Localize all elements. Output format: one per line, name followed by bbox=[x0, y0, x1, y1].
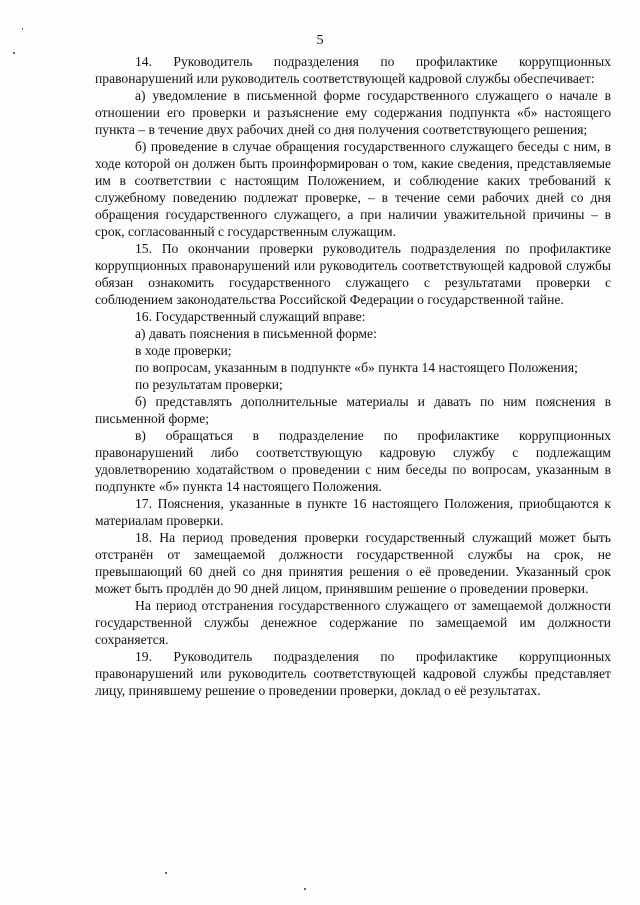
paragraph-17: 17. Пояснения, указанные в пункте 16 настоящего Положения, приобщаются к материалам проверки. bbox=[95, 496, 611, 528]
scan-speck bbox=[22, 28, 23, 30]
scan-speck bbox=[13, 52, 15, 54]
paragraph-15: 15. По окончании проверки руководитель подразделения по профилактике коррупционных правонарушений или руководитель соответствующей кадровой службы обязан ознакомить государственного служащего с результатами проверки с соблюдением законодательства Российской Федерации о государственной тайне. bbox=[95, 241, 611, 307]
scan-speck bbox=[304, 888, 306, 890]
paragraph-14-a: а) уведомление в письменной форме государственного служащего о начале в отношении его проверки и разъяснение ему содержания подпункта «б» настоящего пункта – в течение двух рабочих дней со дня получения соответствующего решения; bbox=[95, 88, 611, 137]
paragraph-16-a-1: в ходе проверки; bbox=[135, 343, 232, 358]
paragraph-16-a-2: по вопросам, указанным в подпункте «б» пункта 14 настоящего Положения; bbox=[135, 360, 578, 375]
paragraph-14: 14. Руководитель подразделения по профилактике коррупционных правонарушений или руководитель соответствующей кадровой службы обеспечивает: bbox=[95, 54, 611, 86]
paragraph-16-c: в) обращаться в подразделение по профилактике коррупционных правонарушений либо соответствующую кадровую службу с подлежащим удовлетворению ходатайством о проведении с ним беседы по вопросам, указанным в подпункте «б» пункта 14 настоящего Положения. bbox=[95, 428, 611, 494]
paragraph-19: 19. Руководитель подразделения по профилактике коррупционных правонарушений или руководитель соответствующей кадровой службы представляет лицу, принявшему решение о проведении проверки, доклад о её результатах. bbox=[95, 649, 611, 698]
paragraph-14-b: б) проведение в случае обращения государственного служащего беседы с ним, в ходе которой он должен быть проинформирован о том, какие сведения, представляемые им в соответствии с настоящим Положением, и соблюдение каких требований к служебному поведению подлежат проверке, – в течение семи рабочих дней со дня обращения государственного служащего, а при наличии уважительной причины – в срок, согласованный с государственным служащим. bbox=[95, 139, 611, 239]
paragraph-16: 16. Государственный служащий вправе: bbox=[135, 309, 366, 324]
paragraph-16-a: а) давать пояснения в письменной форме: bbox=[135, 326, 377, 341]
paragraph-16-b: б) представлять дополнительные материалы и давать по ним пояснения в письменной форме; bbox=[95, 394, 611, 426]
paragraph-18-cont: На период отстранения государственного служащего от замещаемой должности государственной службы денежное содержание по замещаемой им должности сохраняется. bbox=[95, 598, 611, 647]
document-body bbox=[95, 53, 611, 699]
page-number: 5 bbox=[316, 33, 324, 48]
paragraph-16-a-3: по результатам проверки; bbox=[135, 377, 283, 392]
scan-speck bbox=[165, 872, 167, 874]
paragraph-18: 18. На период проведения проверки государственный служащий может быть отстранён от замещаемой должности государственной службы на срок, не превышающий 60 дней со дня принятия решения о её проведении. Указанный срок может быть продлён до 90 дней лицом, принявшим решение о проведении проверки. bbox=[95, 530, 611, 596]
